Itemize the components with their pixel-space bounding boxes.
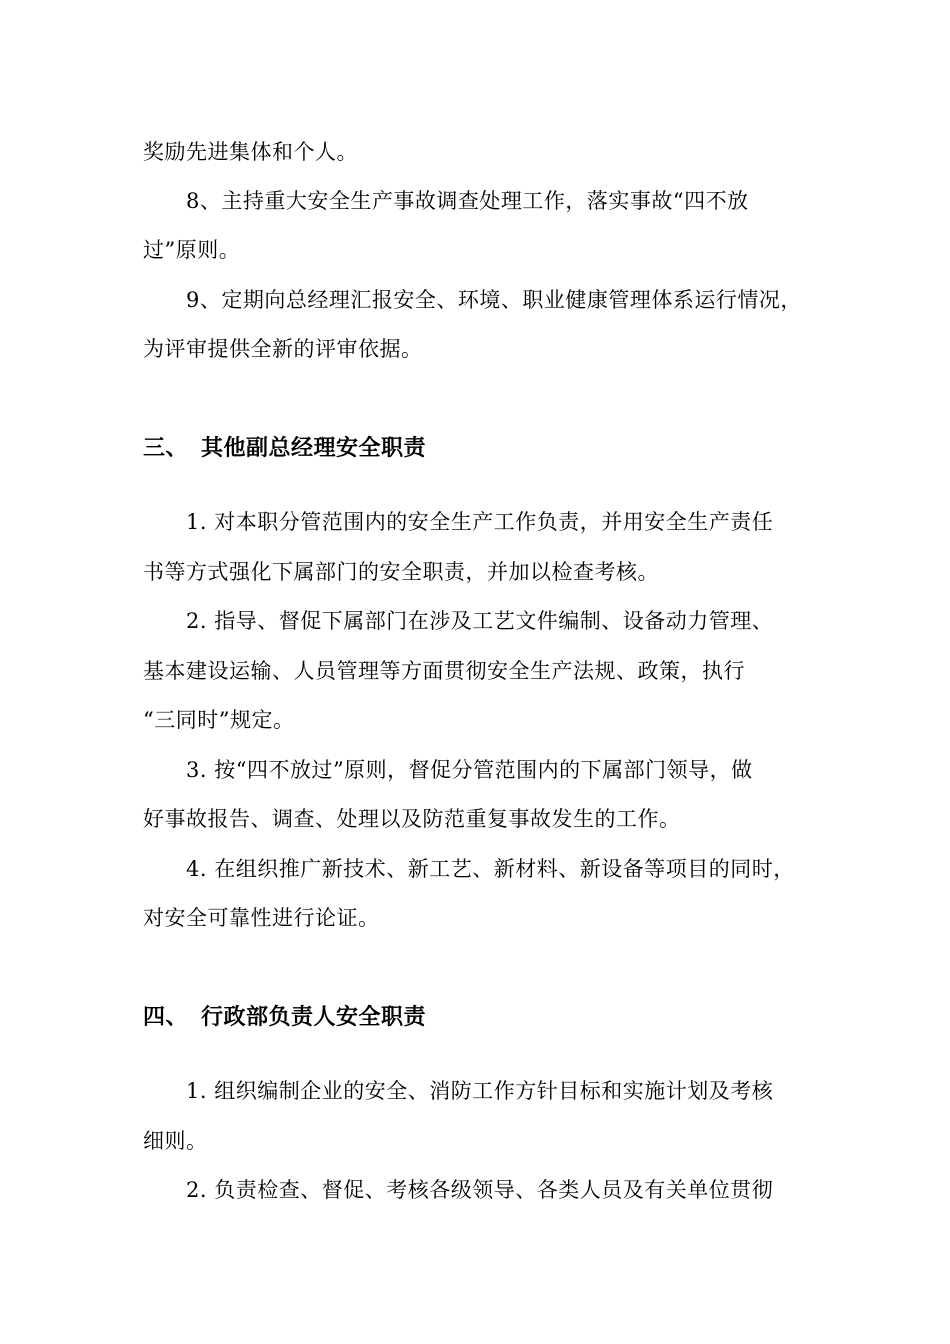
paragraph-line: 为评审提供全新的评审依据。 <box>143 337 423 361</box>
paragraph-line: 1. 对本职分管范围内的安全生产工作负责，并用安全生产责任 <box>186 510 774 534</box>
paragraph-line: 好事故报告、调查、处理以及防范重复事故发生的工作。 <box>143 807 681 831</box>
paragraph-line: 4. 在组织推广新技术、新工艺、新材料、新设备等项目的同时， <box>186 857 795 881</box>
paragraph-line: 书等方式强化下属部门的安全职责，并加以检查考核。 <box>143 560 659 584</box>
paragraph-line: 3. 按“四不放过”原则，督促分管范围内的下属部门领导，做 <box>186 758 753 782</box>
paragraph-line: 奖励先进集体和个人。 <box>143 140 358 164</box>
paragraph-line: 对安全可靠性进行论证。 <box>143 906 380 930</box>
paragraph-line: 2. 指导、督促下属部门在涉及工艺文件编制、设备动力管理、 <box>186 609 774 633</box>
section-number: 三、 <box>143 435 189 461</box>
section-title: 其他副总经理安全职责 <box>201 435 427 461</box>
section-number: 四、 <box>143 1004 189 1030</box>
paragraph-line: 8、主持重大安全生产事故调查处理工作，落实事故“四不放 <box>186 189 749 213</box>
paragraph-line: 过”原则。 <box>143 238 241 262</box>
section-title: 行政部负责人安全职责 <box>201 1004 427 1030</box>
paragraph-line: 9、定期向总经理汇报安全、环境、职业健康管理体系运行情况， <box>186 288 802 312</box>
section-heading <box>143 433 426 463</box>
paragraph-line: 细则。 <box>143 1129 208 1153</box>
paragraph-line: 2. 负责检查、督促、考核各级领导、各类人员及有关单位贯彻 <box>186 1178 774 1202</box>
section-heading <box>143 1002 426 1032</box>
paragraph-line: “三同时”规定。 <box>143 708 295 732</box>
paragraph-line: 1. 组织编制企业的安全、消防工作方针目标和实施计划及考核 <box>186 1079 774 1103</box>
paragraph-line: 基本建设运输、人员管理等方面贯彻安全生产法规、政策，执行 <box>143 659 745 683</box>
